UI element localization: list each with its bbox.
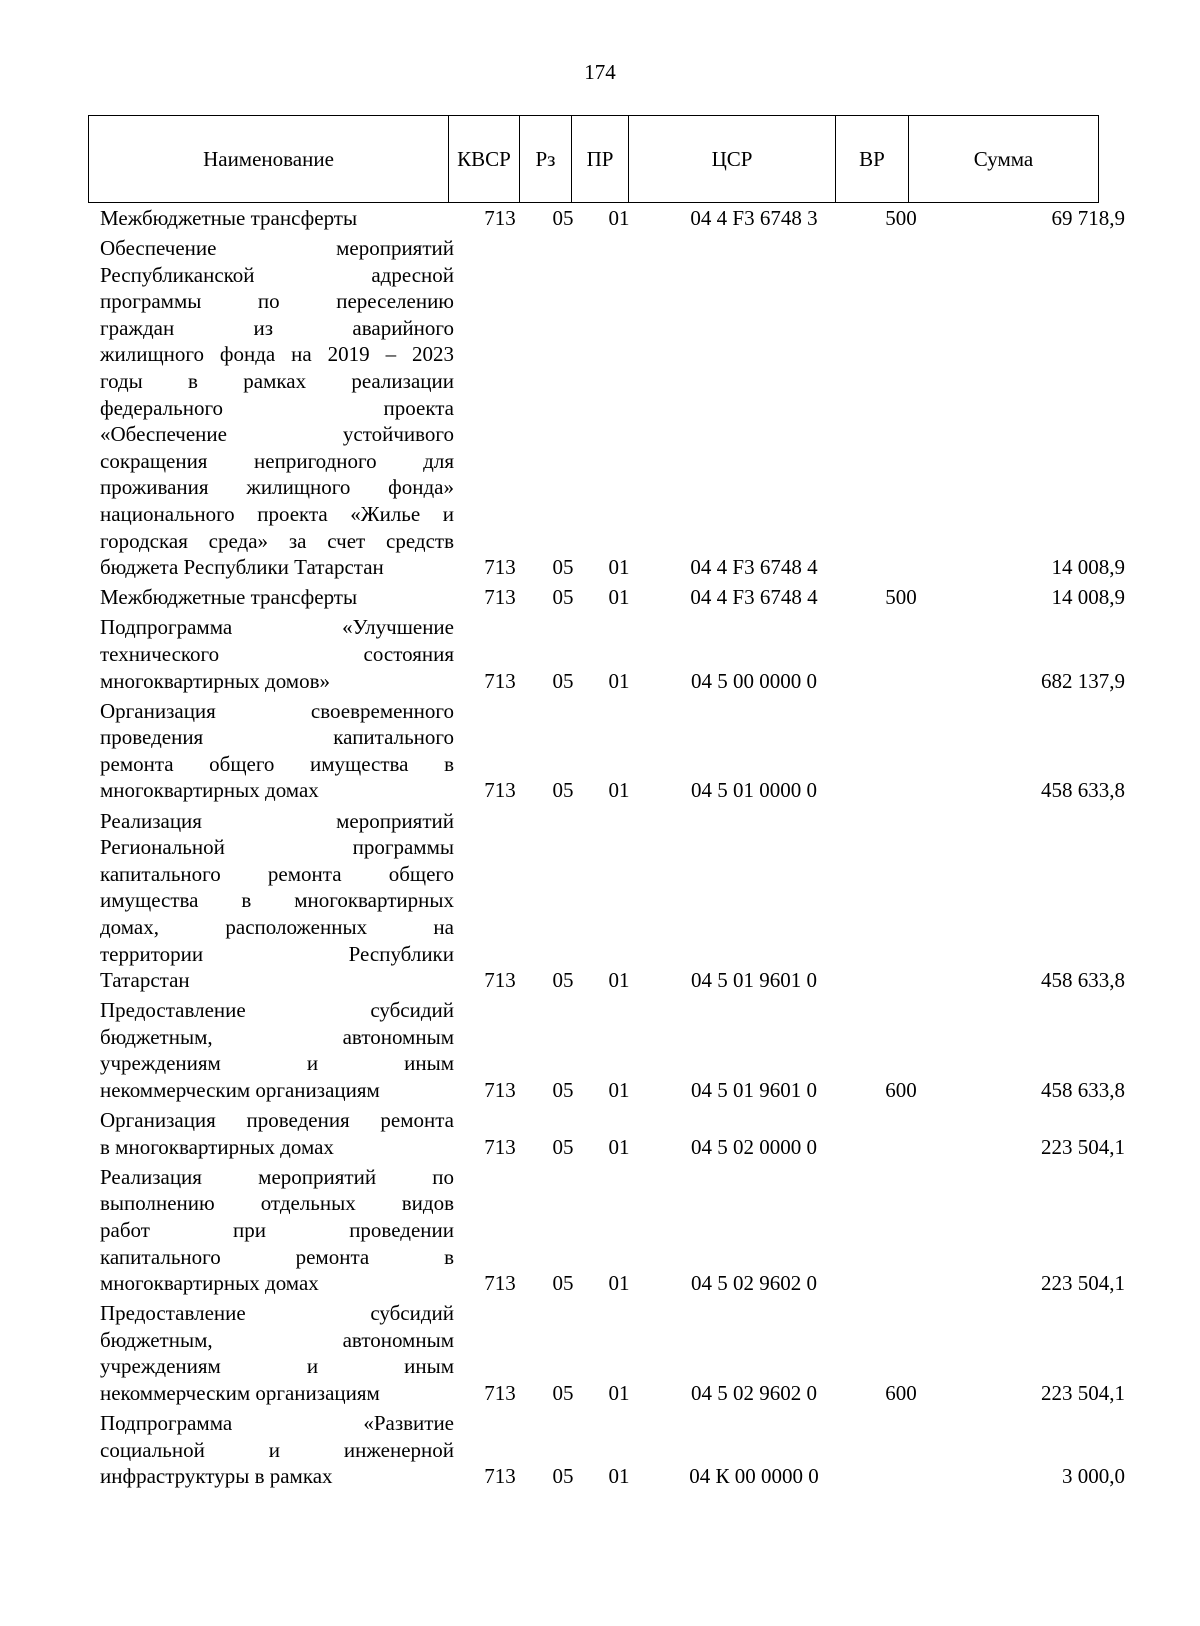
kvsr-cell: 713 xyxy=(484,1134,516,1159)
pr-cell: 01 xyxy=(608,1078,630,1102)
kvsr-cell: 713 xyxy=(484,206,516,230)
rz-cell: 05 xyxy=(552,1134,574,1159)
row-name-line: городская среда» за счет средств xyxy=(100,528,454,553)
row-name xyxy=(100,1410,454,1490)
pr-cell: 01 xyxy=(608,1464,630,1489)
column-header-name: Наименование xyxy=(89,116,449,203)
row-name-line: Татарстан xyxy=(100,968,190,993)
rz-cell: 05 xyxy=(552,1381,574,1406)
vr-cell: 600 xyxy=(885,1078,917,1102)
csr-cell: 04 4 F3 6748 4 xyxy=(690,585,818,610)
sum-cell: 458 633,8 xyxy=(1041,778,1125,803)
kvsr-cell: 713 xyxy=(484,1271,516,1296)
row-name-line: федерального проекта xyxy=(100,395,454,420)
rz-cell: 05 xyxy=(552,206,574,230)
vr-cell xyxy=(864,554,938,581)
sum-cell: 682 137,9 xyxy=(1041,668,1125,693)
sum-cell: 223 504,1 xyxy=(1041,1271,1125,1296)
rz-cell: 05 xyxy=(552,555,574,580)
vr-cell xyxy=(864,1134,938,1161)
budget-table-body xyxy=(0,205,1200,1493)
row-name-line: Организация проведения ремонта xyxy=(100,1108,454,1133)
row-name-line: учреждениям и иным xyxy=(100,1354,454,1379)
vr-cell: 600 xyxy=(885,1381,917,1406)
row-name-line: Региональной программы xyxy=(100,835,454,860)
csr-cell: 04 5 02 9602 0 xyxy=(691,1271,817,1296)
table-row xyxy=(0,584,1200,611)
row-name-line: Реализация мероприятий xyxy=(100,808,454,833)
kvsr-cell: 713 xyxy=(484,555,516,580)
kvsr-cell: 713 xyxy=(484,778,516,803)
csr-cell: 04 5 01 9601 0 xyxy=(691,968,817,993)
row-name-line: Организация своевременного xyxy=(100,698,454,723)
row-name-line: домах, расположенных на xyxy=(100,914,454,939)
row-name-line: проживания жилищного фонда» xyxy=(100,475,454,500)
sum-cell: 69 718,9 xyxy=(1051,206,1125,230)
table-row xyxy=(0,698,1200,804)
row-name xyxy=(100,235,454,581)
table-row xyxy=(0,1164,1200,1297)
row-name-line: Предоставление субсидий xyxy=(100,998,454,1023)
row-name-line: ремонта общего имущества в xyxy=(100,751,454,776)
table-row xyxy=(0,614,1200,694)
csr-cell: 04 К 00 0000 0 xyxy=(689,1464,819,1489)
row-name-line: некоммерческим организациям xyxy=(100,1078,380,1102)
vr-cell xyxy=(864,1463,938,1490)
sum-cell: 14 008,9 xyxy=(1051,585,1125,610)
pr-cell: 01 xyxy=(608,206,630,230)
pr-cell: 01 xyxy=(608,585,630,610)
table-row xyxy=(0,205,1200,232)
table-row xyxy=(0,1107,1200,1160)
row-name-line: «Обеспечение устойчивого xyxy=(100,422,454,447)
vr-cell xyxy=(864,668,938,695)
row-name-line: Реализация мероприятий по xyxy=(100,1164,454,1189)
row-name-line: выполнению отдельных видов xyxy=(100,1191,454,1216)
vr-cell xyxy=(864,967,938,994)
column-header-csr: ЦСР xyxy=(629,116,836,203)
rz-cell: 05 xyxy=(552,778,574,803)
pr-cell: 01 xyxy=(608,968,630,993)
csr-cell: 04 5 02 0000 0 xyxy=(691,1134,817,1159)
table-row xyxy=(0,1300,1200,1406)
row-name xyxy=(100,205,454,232)
row-name-line: Межбюджетные трансферты xyxy=(100,585,358,610)
row-name-line: учреждениям и иным xyxy=(100,1051,454,1076)
row-name-line: Республиканской адресной xyxy=(100,262,454,287)
row-name-line: инфраструктуры в рамках xyxy=(100,1464,333,1489)
pr-cell: 01 xyxy=(608,555,630,580)
row-name-line: бюджета Республики Татарстан xyxy=(100,555,384,580)
row-name-line: Предоставление субсидий xyxy=(100,1301,454,1326)
csr-cell: 04 5 01 0000 0 xyxy=(691,778,817,803)
kvsr-cell: 713 xyxy=(484,1078,516,1102)
vr-cell xyxy=(864,777,938,804)
csr-cell: 04 5 00 0000 0 xyxy=(691,668,817,693)
row-name-line: годы в рамках реализации xyxy=(100,369,454,394)
row-name-line: имущества в многоквартирных xyxy=(100,888,454,913)
sum-cell: 223 504,1 xyxy=(1041,1134,1125,1159)
pr-cell: 01 xyxy=(608,668,630,693)
row-name-line: бюджетным, автономным xyxy=(100,1024,454,1049)
sum-cell: 458 633,8 xyxy=(1041,968,1125,993)
row-name xyxy=(100,698,454,804)
row-name-line: Межбюджетные трансферты xyxy=(100,206,358,230)
column-header-pr: ПР xyxy=(572,116,629,203)
kvsr-cell: 713 xyxy=(484,668,516,693)
table-row xyxy=(0,997,1200,1103)
rz-cell: 05 xyxy=(552,1271,574,1296)
rz-cell: 05 xyxy=(552,968,574,993)
page-number: 174 xyxy=(584,60,616,84)
row-name-line: в многоквартирных домах xyxy=(100,1134,334,1159)
row-name-line: Подпрограмма «Развитие xyxy=(100,1411,454,1436)
sum-cell: 14 008,9 xyxy=(1051,555,1125,580)
column-header-vr: ВР xyxy=(836,116,909,203)
row-name-line: Обеспечение мероприятий xyxy=(100,236,454,261)
row-name-line: граждан из аварийного xyxy=(100,315,454,340)
column-header-rz: Рз xyxy=(520,116,572,203)
row-name-line: капитального ремонта общего xyxy=(100,861,454,886)
column-header-kvsr: КВСР xyxy=(449,116,520,203)
kvsr-cell: 713 xyxy=(484,968,516,993)
table-row xyxy=(0,808,1200,994)
row-name xyxy=(100,584,454,611)
kvsr-cell: 713 xyxy=(484,585,516,610)
csr-cell: 04 5 01 9601 0 xyxy=(691,1078,817,1102)
row-name-line: технического состояния xyxy=(100,642,454,666)
row-name xyxy=(100,808,454,994)
vr-cell: 500 xyxy=(885,206,917,230)
rz-cell: 05 xyxy=(552,585,574,610)
pr-cell: 01 xyxy=(608,1271,630,1296)
row-name xyxy=(100,1300,454,1406)
table-header xyxy=(88,115,1099,203)
row-name-line: многоквартирных домах xyxy=(100,1271,319,1296)
row-name-line: некоммерческим организациям xyxy=(100,1381,380,1406)
row-name xyxy=(100,997,454,1103)
row-name-line: многоквартирных домов» xyxy=(100,668,331,693)
row-name-line: многоквартирных домах xyxy=(100,778,319,803)
sum-cell: 458 633,8 xyxy=(1041,1078,1125,1102)
row-name xyxy=(100,614,454,694)
row-name-line: национального проекта «Жилье и xyxy=(100,502,454,527)
row-name-line: территории Республики xyxy=(100,941,454,966)
row-name xyxy=(100,1107,454,1160)
row-name-line: Подпрограмма «Улучшение xyxy=(100,615,454,640)
vr-cell xyxy=(864,1270,938,1297)
row-name-line: работ при проведении xyxy=(100,1217,454,1242)
sum-cell: 223 504,1 xyxy=(1041,1381,1125,1406)
rz-cell: 05 xyxy=(552,668,574,693)
row-name-line: сокращения непригодного для xyxy=(100,448,454,473)
sum-cell: 3 000,0 xyxy=(1062,1464,1125,1489)
row-name-line: бюджетным, автономным xyxy=(100,1327,454,1352)
column-header-sum: Сумма xyxy=(909,116,1099,203)
csr-cell: 04 4 F3 6748 3 xyxy=(690,206,818,230)
rz-cell: 05 xyxy=(552,1078,574,1102)
csr-cell: 04 4 F3 6748 4 xyxy=(690,555,818,580)
kvsr-cell: 713 xyxy=(484,1381,516,1406)
row-name-line: жилищного фонда на 2019 – 2023 xyxy=(100,342,454,367)
row-name-line: социальной и инженерной xyxy=(100,1437,454,1462)
vr-cell: 500 xyxy=(885,585,917,610)
kvsr-cell: 713 xyxy=(484,1464,516,1489)
rz-cell: 05 xyxy=(552,1464,574,1489)
pr-cell: 01 xyxy=(608,1381,630,1406)
table-row xyxy=(0,235,1200,581)
row-name xyxy=(100,1164,454,1297)
row-name-line: капитального ремонта в xyxy=(100,1244,454,1269)
pr-cell: 01 xyxy=(608,778,630,803)
pr-cell: 01 xyxy=(608,1134,630,1159)
row-name-line: программы по переселению xyxy=(100,289,454,314)
table-row xyxy=(0,1410,1200,1490)
csr-cell: 04 5 02 9602 0 xyxy=(691,1381,817,1406)
row-name-line: проведения капитального xyxy=(100,725,454,750)
